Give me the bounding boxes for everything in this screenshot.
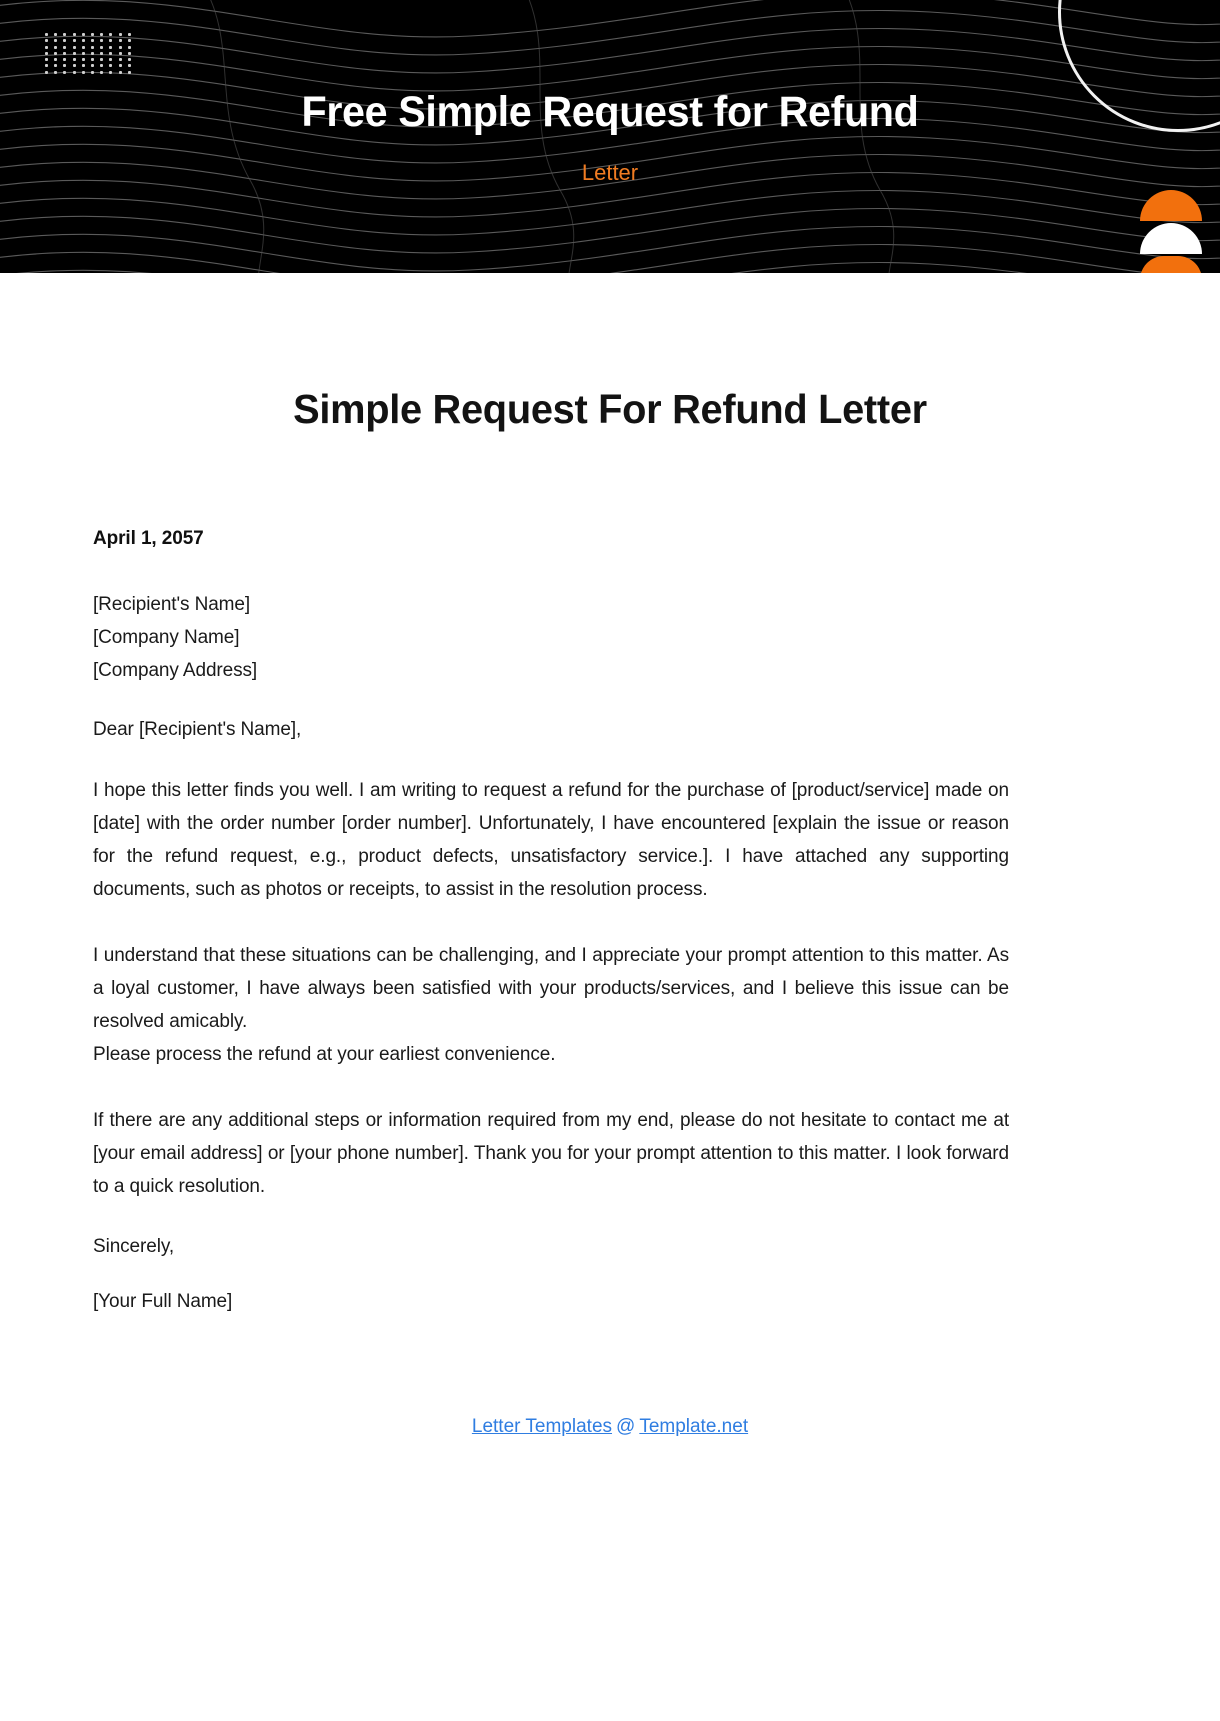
footer-separator: @	[616, 1416, 636, 1437]
letter-templates-link[interactable]: Letter Templates	[471, 1416, 613, 1437]
salutation: Dear [Recipient's Name],	[93, 719, 302, 740]
body-paragraph-2: I understand that these situations can be challenging, and I appreciate your prompt attention to this matter. As a loyal customer, I have always been satisfied with your products/services, and I believe this issue can be resolved amicably.	[93, 945, 1009, 1032]
signature-line: [Your Full Name]	[93, 1291, 233, 1312]
body-paragraph-2-followup: Please process the refund at your earliest convenience.	[93, 1044, 556, 1065]
recipient-company-line: [Company Name]	[93, 627, 240, 648]
closing-line: Sincerely,	[93, 1236, 175, 1257]
brand-logo-icon	[1140, 190, 1216, 273]
recipient-address-block	[93, 588, 1009, 687]
banner-title: Free Simple Request for Refund	[301, 88, 919, 136]
header-banner	[0, 0, 1220, 273]
recipient-name-line: [Recipient's Name]	[93, 594, 251, 615]
logo-dome-middle	[1140, 223, 1202, 254]
template-net-link[interactable]: Template.net	[639, 1416, 749, 1437]
recipient-address-line: [Company Address]	[93, 660, 258, 681]
body-paragraph-1: I hope this letter finds you well. I am writing to request a refund for the purchase of [product/service] made on [date] with the order number [order number]. Unfortunately, I have encountered [explain the issue or reason for the refund request, e.g., product defects, unsatisfactory service.]. I have attached any supporting documents, such as photos or receipts, to assist in the resolution process.	[93, 780, 1009, 900]
logo-dome-bottom	[1140, 256, 1202, 273]
letter-body	[93, 528, 1009, 1313]
banner-subtitle: Letter	[581, 160, 639, 185]
dot-grid-decoration	[45, 33, 137, 77]
letter-date: April 1, 2057	[93, 528, 204, 549]
logo-dome-top	[1140, 190, 1202, 221]
page-title: Simple Request For Refund Letter	[293, 386, 927, 432]
body-paragraph-3: If there are any additional steps or information required from my end, please do not hesitate to contact me at [your email address] or [your phone number]. Thank you for your prompt attention to this matter. I look forward to a quick resolution.	[93, 1110, 1009, 1197]
footer-attribution	[0, 1416, 1220, 1438]
